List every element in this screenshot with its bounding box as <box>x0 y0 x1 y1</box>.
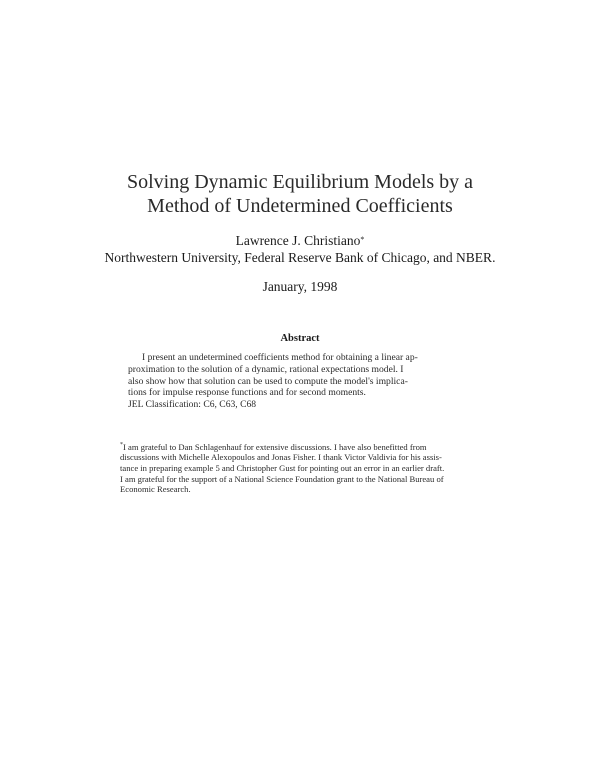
abstract-line: proximation to the solution of a dynamic, rational expectations model. I <box>128 363 404 375</box>
footnote-line: discussions with Michelle Alexopoulos and Jonas Fisher. I thank Victor Valdivia for his assis- <box>120 452 442 463</box>
footnote <box>120 440 490 495</box>
author-affiliation: Northwestern University, Federal Reserve Bank of Chicago, and NBER. <box>104 250 496 265</box>
abstract-line: tions for impulse response functions and for second moments. <box>128 387 366 399</box>
abstract-heading: Abstract <box>280 333 320 344</box>
abstract-line: I present an undetermined coefficients method for obtaining a linear ap- <box>142 352 418 363</box>
footnote-line: tance in preparing example 5 and Christopher Gust for pointing out an error in an earlier draft. <box>120 463 445 474</box>
title-line-2: Method of Undetermined Coefficients <box>147 195 453 217</box>
author-footnote-mark: * <box>360 235 365 244</box>
author-line <box>60 232 540 250</box>
title-line-1: Solving Dynamic Equilibrium Models by a <box>126 171 474 193</box>
author-name: Lawrence J. Christiano <box>235 233 361 248</box>
footnote-mark: * <box>120 442 123 448</box>
paper-date: January, 1998 <box>262 279 338 294</box>
footnote-text: I am grateful to Dan Schlagenhauf for extensive discussions. I have also benefitted from <box>123 441 427 452</box>
footnote-line <box>120 440 490 452</box>
jel-classification: JEL Classification: C6, C63, C68 <box>128 399 257 411</box>
abstract-body <box>128 352 468 411</box>
footnote-line: Economic Research. <box>120 484 191 495</box>
paper-title <box>60 170 540 218</box>
footnote-line: I am grateful for the support of a National Science Foundation grant to the National Bureau of <box>120 473 444 484</box>
abstract-line: also show how that solution can be used to compute the model's implica- <box>128 375 408 387</box>
